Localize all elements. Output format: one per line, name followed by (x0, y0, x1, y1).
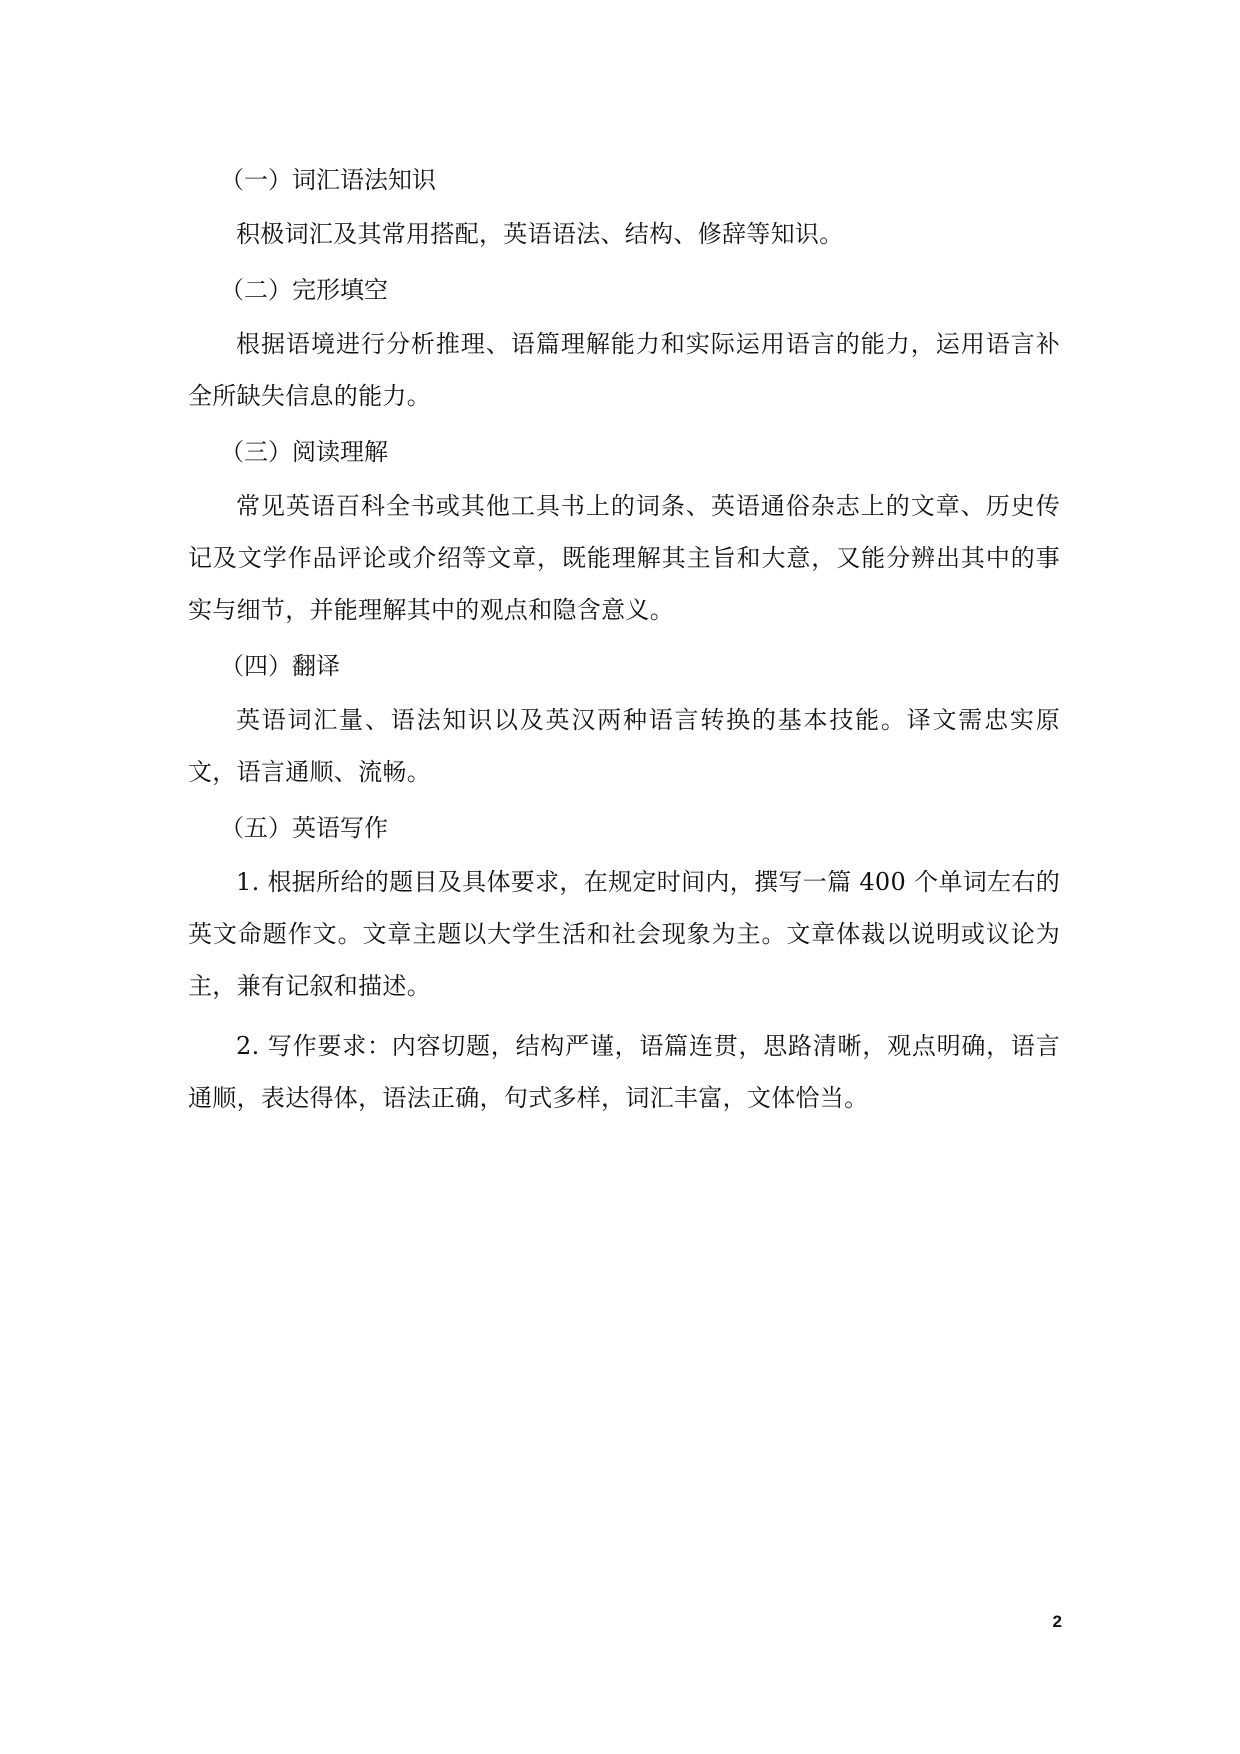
section-paragraph: 英语词汇量、语法知识以及英汉两种语言转换的基本技能。译文需忠实原文，语言通顺、流畅。 (188, 706, 1060, 786)
page-number: 2 (1052, 1612, 1062, 1631)
section-paragraph: 常见英语百科全书或其他工具书上的词条、英语通俗杂志上的文章、历史传记及文学作品评论或介绍等文章，既能理解其主旨和大意，又能分辨出其中的事实与细节，并能理解其中的观点和隐含意义。 (188, 492, 1060, 624)
page-body (188, 158, 1060, 1124)
section-heading-reading: （三）阅读理解 (220, 438, 388, 466)
section-heading-translation: （四）翻译 (220, 652, 340, 680)
section-paragraph: 积极词汇及其常用搭配，英语语法、结构、修辞等知识。 (236, 220, 844, 248)
section-heading-writing: （五）英语写作 (220, 814, 388, 842)
section-paragraph: 根据语境进行分析推理、语篇理解能力和实际运用语言的能力，运用语言补全所缺失信息的能力。 (188, 330, 1060, 410)
section-paragraph: 1. 根据所给的题目及具体要求，在规定时间内，撰写一篇 400 个单词左右的英文命题作文。文章主题以大学生活和社会现象为主。文章体裁以说明或议论为主，兼有记叙和描述。 (188, 868, 1060, 1000)
section-paragraph: 2. 写作要求：内容切题，结构严谨，语篇连贯，思路清晰，观点明确，语言通顺，表达得体，语法正确，句式多样，词汇丰富，文体恰当。 (188, 1032, 1060, 1112)
section-heading-vocabulary-grammar: （一）词汇语法知识 (220, 166, 436, 194)
section-heading-cloze: （二）完形填空 (220, 276, 388, 304)
